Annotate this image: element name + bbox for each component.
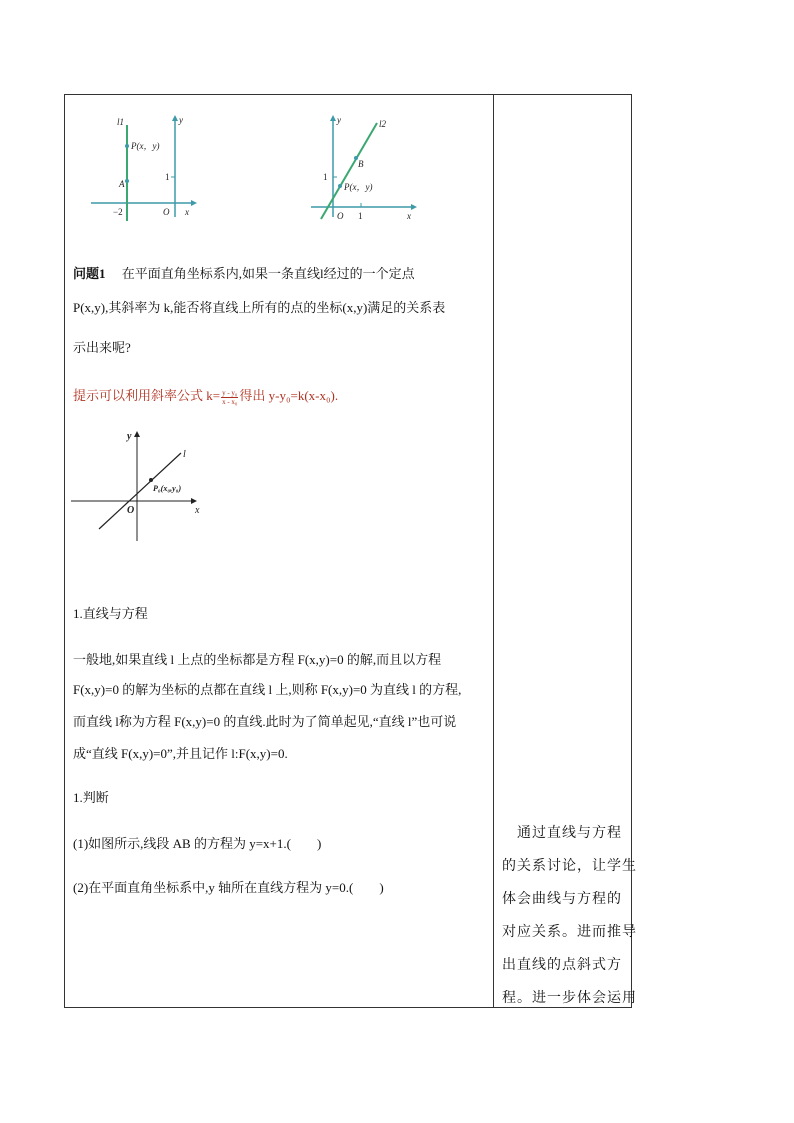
point-p-label: P(x，y)	[131, 141, 160, 151]
hint-prefix: 提示可以利用斜率公式 k=	[73, 388, 221, 403]
column-divider	[493, 95, 494, 1007]
line-label: l1	[117, 117, 125, 127]
teaching-note-line: 程。进一步体会运用	[502, 991, 637, 1006]
tick-label-1y: 1	[323, 172, 328, 182]
judge-heading: 1.判断	[73, 790, 109, 805]
x-axis-arrow	[191, 200, 197, 206]
line-l2	[321, 123, 377, 219]
teaching-note-line: 通过直线与方程	[502, 826, 622, 841]
point-p-label: P(x，y)	[344, 182, 373, 192]
graph-vertical-line	[87, 113, 197, 223]
y-axis-label: y	[127, 431, 132, 442]
tick-label-1: 1	[165, 172, 170, 182]
y-axis-arrow	[172, 115, 178, 121]
x-axis-label: x	[407, 211, 411, 221]
point-a-label: A	[119, 179, 125, 189]
hint-suffix: 得出 y-y₀=k(x-x₀).	[239, 388, 339, 403]
problem-1-line-1	[73, 265, 415, 283]
section-1-heading: 1.直线与方程	[73, 606, 148, 621]
teaching-note-line: 对应关系。进而推导	[502, 925, 637, 940]
tick-label-neg2: −2	[113, 207, 123, 217]
hint-line	[73, 387, 338, 406]
origin-label: O	[163, 207, 170, 217]
section-1-paragraph-line-4: 成“直线 F(x,y)=0”,并且记作 l:F(x,y)=0.	[73, 746, 288, 761]
slope-fraction	[221, 389, 238, 406]
point-p	[125, 144, 129, 148]
point-p	[338, 184, 342, 188]
line-label: l	[183, 449, 186, 460]
problem-1-heading: 问题1	[73, 266, 106, 281]
tick-label-1x: 1	[358, 211, 363, 221]
section-1-paragraph-line-3: 而直线 l称为方程 F(x,y)=0 的直线.此时为了简单起见,“直线 l”也可说	[73, 714, 457, 729]
x-axis-label: x	[185, 207, 189, 217]
teaching-note-line: 体会曲线与方程的	[502, 892, 622, 907]
y-axis-arrow	[330, 115, 336, 121]
point-a	[125, 179, 129, 183]
y-axis-arrow	[134, 431, 140, 437]
section-1-paragraph-line-2: F(x,y)=0 的解为坐标的点都在直线 l 上,则称 F(x,y)=0 为直线 l 的方程,	[73, 682, 462, 697]
graph-point-slope	[71, 429, 211, 543]
judge-question-2: (2)在平面直角坐标系中,y 轴所在直线方程为 y=0.( )	[73, 880, 384, 895]
x-axis-label: x	[195, 505, 200, 516]
slope-denominator: x - x₀	[222, 397, 238, 406]
line-label: l2	[379, 119, 387, 129]
point-b-label: B	[358, 159, 364, 169]
graph-slanted-line	[309, 113, 421, 225]
teaching-note	[502, 817, 637, 1015]
judge-question-1: (1)如图所示,线段 AB 的方程为 y=x+1.( )	[73, 836, 322, 851]
problem-1-line-3: 示出来呢?	[73, 340, 131, 355]
lesson-table	[64, 94, 637, 1008]
x-axis-arrow	[411, 204, 417, 210]
origin-label: O	[337, 211, 344, 221]
teaching-note-line: 出直线的点斜式方	[502, 958, 622, 973]
y-axis-label: y	[179, 115, 183, 125]
x-axis-arrow	[191, 498, 197, 504]
problem-1-text: 在平面直角坐标系内,如果一条直线l经过的一个定点	[121, 266, 415, 281]
problem-1-line-2: P(x,y),其斜率为 k,能否将直线上所有的点的坐标(x,y)满足的关系表	[73, 300, 446, 315]
point-p0-label: P₀(x₀,y₀)	[153, 484, 182, 493]
slope-numerator: y - y₀	[222, 388, 238, 397]
teaching-note-line: 的关系讨论，让学生	[502, 859, 637, 874]
origin-label: O	[127, 505, 135, 516]
point-p0	[149, 478, 153, 482]
y-axis-label: y	[337, 115, 341, 125]
section-1-paragraph-line-1: 一般地,如果直线 l 上点的坐标都是方程 F(x,y)=0 的解,而且以方程	[73, 652, 442, 667]
